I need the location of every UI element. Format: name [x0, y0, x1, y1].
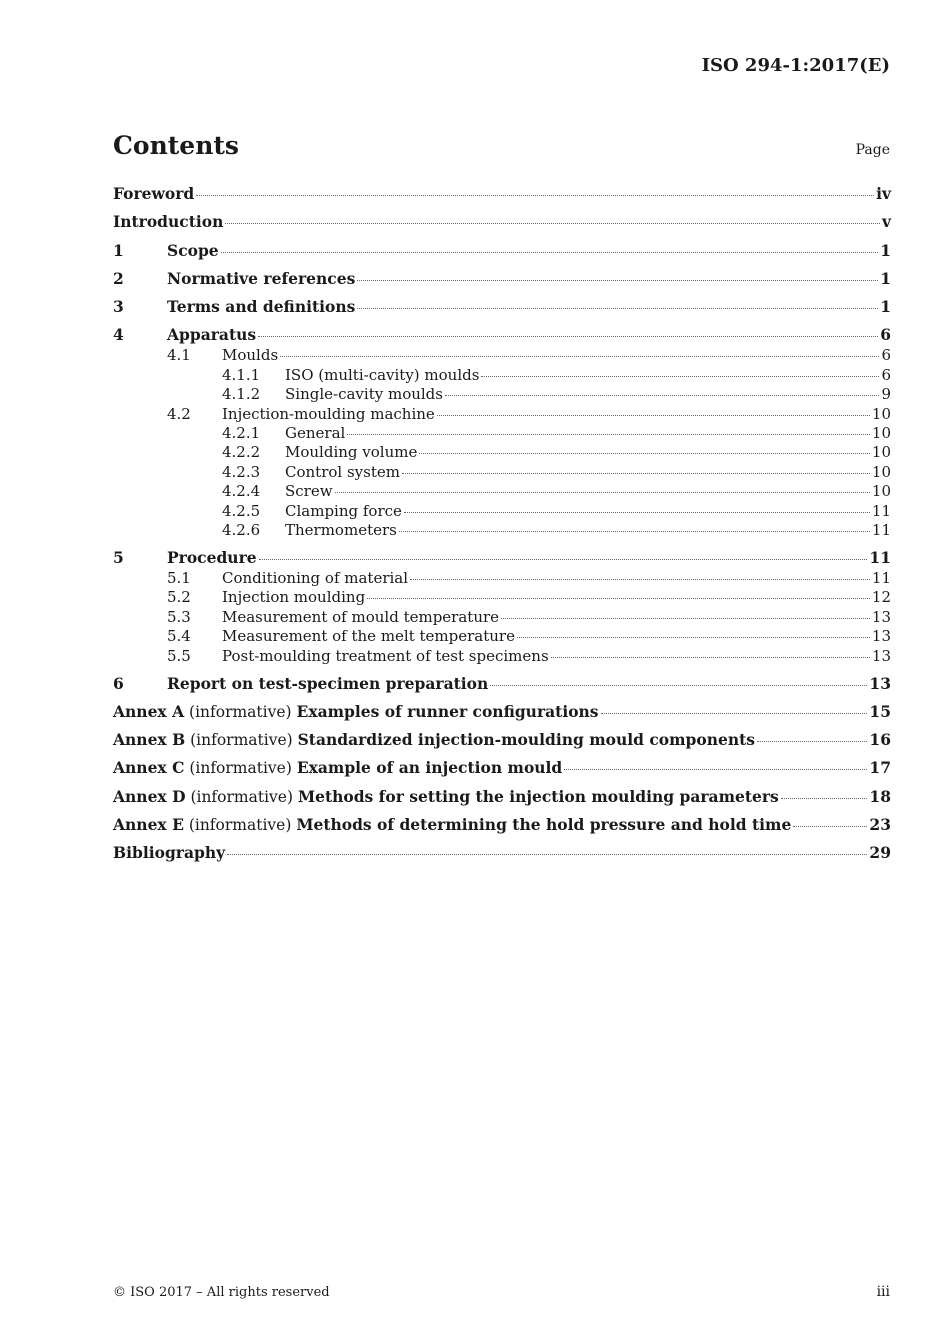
- toc-page: 10: [871, 424, 891, 443]
- toc-number: 5: [113, 548, 124, 567]
- toc-label: Control system: [285, 462, 400, 481]
- toc-entry-4-1-1[interactable]: [113, 366, 891, 385]
- toc-entry-5-3[interactable]: [113, 608, 891, 627]
- toc-page: 11: [871, 569, 891, 587]
- toc-page: v: [881, 212, 891, 232]
- toc-entry-3[interactable]: [113, 297, 891, 325]
- toc-label: Measurement of mould temperature: [222, 607, 500, 626]
- leader-dots: [357, 308, 878, 309]
- leader-dots: [419, 453, 870, 454]
- leader-dots: [399, 531, 870, 532]
- toc-label: ISO (multi-cavity) moulds: [285, 365, 480, 384]
- toc-label: Terms and definitions: [167, 297, 356, 317]
- toc-label: Procedure: [167, 548, 257, 567]
- toc-page: 17: [869, 758, 891, 778]
- toc-page: 23: [869, 815, 891, 835]
- toc-entry-5-4[interactable]: [113, 627, 891, 646]
- toc-entry-4-2[interactable]: [113, 405, 891, 424]
- toc-page: 13: [871, 646, 891, 665]
- toc-page: 13: [871, 607, 891, 626]
- document-id: ISO 294-1:2017(E): [701, 55, 890, 76]
- leader-dots: [437, 415, 870, 416]
- toc-number: 5.1: [167, 569, 191, 587]
- toc-entry-4-2-6[interactable]: [113, 521, 891, 548]
- leader-dots: [258, 336, 878, 337]
- toc-entry-5-1[interactable]: [113, 569, 891, 588]
- toc-number: 3: [113, 297, 124, 317]
- toc-page: 12: [871, 588, 891, 607]
- annex-title: Standardized injection-moulding mould components: [297, 730, 755, 750]
- toc-number: 4.1.2: [222, 385, 261, 404]
- leader-dots: [335, 492, 870, 493]
- toc-number: 4.1: [167, 346, 191, 365]
- toc-label: [113, 815, 791, 834]
- leader-dots: [347, 434, 870, 435]
- leader-dots: [781, 798, 868, 799]
- leader-dots: [551, 657, 870, 658]
- toc-label: General: [285, 424, 346, 443]
- page-number: iii: [876, 1284, 890, 1300]
- toc-entry-annex-c[interactable]: [113, 758, 891, 786]
- toc-page: 16: [869, 730, 891, 750]
- toc-page: 13: [871, 627, 891, 646]
- toc-page: 15: [869, 701, 891, 721]
- annex-prefix: Annex A: [113, 701, 185, 721]
- toc-page: 18: [869, 786, 891, 806]
- toc-entry-2[interactable]: [113, 269, 891, 297]
- leader-dots: [517, 637, 870, 638]
- toc-label: Bibliography: [113, 843, 226, 863]
- leader-dots: [357, 280, 878, 281]
- leader-dots: [490, 685, 867, 686]
- leader-dots: [793, 826, 867, 827]
- toc-number: 4.2.1: [222, 424, 261, 443]
- toc-label: Clamping force: [285, 501, 402, 520]
- toc-label: Moulding volume: [285, 443, 418, 462]
- toc-number: 5.3: [167, 607, 191, 626]
- toc-page: 10: [871, 482, 891, 501]
- toc-entry-1[interactable]: [113, 241, 891, 269]
- toc-entry-4-1-2[interactable]: [113, 385, 891, 404]
- toc-page: 6: [881, 365, 891, 384]
- toc-entry-6[interactable]: [113, 674, 891, 702]
- toc-label: Apparatus: [167, 325, 257, 345]
- toc-label: Scope: [167, 240, 219, 260]
- toc-entry-annex-b[interactable]: [113, 730, 891, 758]
- toc-number: 4.2.6: [222, 521, 261, 539]
- toc-entry-5-5[interactable]: [113, 647, 891, 674]
- toc-page: iv: [876, 184, 891, 203]
- annex-title: Examples of runner configurations: [296, 701, 599, 721]
- annex-prefix: Annex C: [113, 758, 185, 778]
- toc-page: 11: [871, 521, 891, 539]
- toc-number: 4.1.1: [222, 365, 261, 384]
- toc-label: Injection moulding: [222, 588, 366, 607]
- leader-dots: [225, 223, 880, 224]
- annex-type: (informative): [184, 702, 297, 721]
- toc-number: 5.5: [167, 646, 191, 665]
- leader-dots: [564, 769, 867, 770]
- toc-entry-4-1[interactable]: [113, 346, 891, 365]
- leader-dots: [221, 252, 879, 253]
- toc-entry-4-2-2[interactable]: [113, 443, 891, 462]
- leader-dots: [402, 473, 870, 474]
- toc-label: Thermometers: [285, 521, 397, 539]
- annex-title: Methods for setting the injection moulding parameters: [297, 786, 779, 806]
- toc-label: Normative references: [167, 268, 356, 288]
- toc-page: 29: [869, 843, 891, 863]
- toc-label: Introduction: [113, 212, 224, 232]
- toc-page: 1: [880, 268, 891, 288]
- toc-label: Screw: [285, 482, 333, 501]
- copyright-notice: © ISO 2017 – All rights reserved: [113, 1285, 330, 1300]
- toc-label: [113, 730, 755, 749]
- toc-page: 10: [871, 404, 891, 423]
- leader-dots: [757, 741, 867, 742]
- toc-label: [113, 702, 599, 721]
- annex-title: Methods of determining the hold pressure and hold time: [296, 815, 792, 835]
- leader-dots: [259, 559, 868, 560]
- leader-dots: [280, 356, 879, 357]
- toc-number: 1: [113, 240, 124, 260]
- toc-label: Report on test-specimen preparation: [167, 673, 489, 693]
- toc-entry-annex-e[interactable]: [113, 815, 891, 843]
- leader-dots: [227, 854, 867, 855]
- toc-number: 4: [113, 325, 124, 345]
- toc-number: 4.2.4: [222, 482, 261, 501]
- toc-label: Foreword: [113, 184, 195, 203]
- annex-type: (informative): [183, 816, 297, 835]
- toc-page: 1: [880, 240, 891, 260]
- toc-entry-5[interactable]: [113, 548, 891, 569]
- toc-number: 2: [113, 268, 124, 288]
- toc-number: 5.4: [167, 627, 191, 646]
- annex-type: (informative): [185, 731, 298, 750]
- toc-entry-5-2[interactable]: [113, 588, 891, 607]
- toc-label: Conditioning of material: [222, 569, 409, 587]
- leader-dots: [445, 395, 879, 396]
- toc-entry-foreword[interactable]: [113, 184, 891, 212]
- toc-label: Measurement of the melt temperature: [222, 627, 515, 646]
- toc-page: 13: [869, 673, 891, 693]
- annex-prefix: Annex B: [113, 730, 186, 750]
- toc-number: 4.2.3: [222, 462, 261, 481]
- annex-prefix: Annex D: [113, 786, 186, 806]
- toc-label: Injection-moulding machine: [222, 404, 435, 423]
- toc-page: 11: [871, 501, 891, 520]
- leader-dots: [367, 598, 870, 599]
- toc-entry-introduction[interactable]: [113, 212, 891, 240]
- annex-type: (informative): [184, 759, 297, 778]
- toc-entry-annex-d[interactable]: [113, 787, 891, 815]
- toc-page: 1: [880, 297, 891, 317]
- toc-page: 6: [881, 346, 891, 365]
- toc-entry-4-2-4[interactable]: [113, 482, 891, 501]
- toc-number: 5.2: [167, 588, 191, 607]
- leader-dots: [601, 713, 868, 714]
- toc-label: [113, 758, 562, 777]
- toc-entry-4-2-3[interactable]: [113, 463, 891, 482]
- page-column-label: Page: [855, 142, 890, 158]
- leader-dots: [196, 195, 874, 196]
- toc-label: [113, 787, 779, 806]
- table-of-contents: [113, 184, 891, 872]
- toc-number: 4.2.5: [222, 501, 261, 520]
- toc-label: Moulds: [222, 346, 279, 365]
- toc-entry-annex-a[interactable]: [113, 702, 891, 730]
- page-title: Contents: [113, 131, 240, 160]
- toc-entry-4-2-5[interactable]: [113, 502, 891, 521]
- toc-number: 6: [113, 673, 124, 693]
- leader-dots: [404, 512, 870, 513]
- leader-dots: [481, 376, 879, 377]
- toc-entry-4-2-1[interactable]: [113, 424, 891, 443]
- toc-label: Single-cavity moulds: [285, 385, 443, 404]
- toc-entry-4[interactable]: [113, 325, 891, 346]
- toc-page: 9: [881, 385, 891, 404]
- annex-prefix: Annex E: [113, 815, 184, 835]
- toc-page: 10: [871, 443, 891, 462]
- toc-page: 6: [880, 325, 891, 345]
- toc-page: 11: [869, 548, 891, 567]
- toc-number: 4.2: [167, 404, 191, 423]
- toc-entry-bibliography[interactable]: [113, 843, 891, 871]
- leader-dots: [501, 618, 870, 619]
- toc-number: 4.2.2: [222, 443, 261, 462]
- toc-label: Post-moulding treatment of test specimens: [222, 646, 549, 665]
- toc-page: 10: [871, 462, 891, 481]
- annex-type: (informative): [185, 787, 298, 806]
- leader-dots: [410, 579, 870, 580]
- annex-title: Example of an injection mould: [296, 758, 563, 778]
